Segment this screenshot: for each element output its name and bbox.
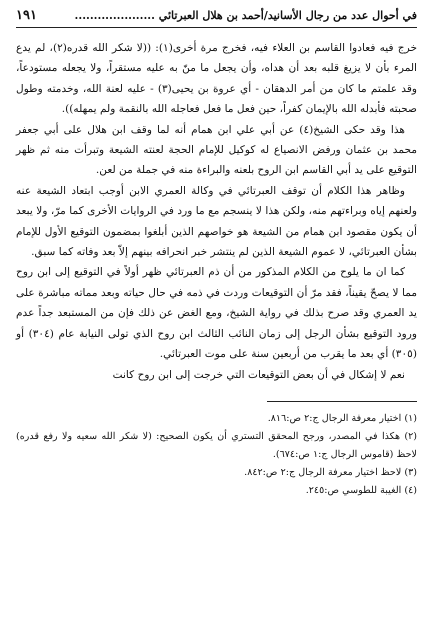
footnotes	[16, 410, 417, 500]
footnote: (٢) هكذا في المصدر، ورجح المحقق التستري أن يكون الصحيح: (لا شكر الله سعيه ولا رفع قدره) لاحظ (قاموس الرجال ج:١ ص:٦٧٤).	[16, 430, 417, 460]
main-text	[16, 38, 417, 385]
paragraph: هذا وقد حكى الشيخ(٤) عن أبي علي ابن همام أنه لما وقف ابن هلال على أبي جعفر محمد بن عثمان ورفض الانصياع له كوكيل للإمام الحجة لعنته الشيعة وتبرأت منه ثم ظهر التوقيع على يد أبي القاسم ابن الروح بلعنه والبراءة منه في جملة من لعن.	[16, 123, 417, 177]
footnote: (١) اختيار معرفة الرجال ج:٢ ص:٨١٦.	[267, 412, 417, 424]
footnote: (٣) لاحظ اختيار معرفة الرجال ج:٢ ص:٨٤٢.	[244, 466, 417, 478]
paragraph: نعم لا إشكال في أن بعض التوقيعات التي خرجت إلى ابن روح كانت	[112, 368, 405, 381]
paragraph: كما ان ما يلوح من الكلام المذكور من أن ذم العبرتائي ظهر أولاً في التوقيع إلى ابن روح مما لا يصحّ يقيناً، فقد مرّ أن التوقيعات وردت في ذمه في حال حياته وبعد مماته مباشرة على يد العمري وقد صرح بذلك في رواية الشيخ، ومع الغض عن ذلك فإن من المستبعد جداً عدم ورود التوقيع بشأن الرجل إلى زمان النائب الثالث ابن روح الذي تولى النيابة عام (٣٠٤) أو (٣٠٥) أي بعد ما يقرب من أربعين سنة على موت العبرتائي.	[16, 266, 418, 361]
footnote-separator	[267, 401, 417, 402]
footnote: (٤) الغيبة للطوسي ص:٢٤٥.	[305, 484, 417, 496]
running-title: في أحوال عدد من رجال الأسانيد/أحمد بن هلال العبرتائي .....................	[74, 9, 417, 22]
running-header	[16, 8, 417, 28]
page-number: ١٩١	[16, 8, 37, 23]
paragraph: وظاهر هذا الكلام أن توقف العبرتائي في وكالة العمري الابن أوجب ابتعاد الشيعة عنه ولعنهم إياه وبراءتهم منه، ولكن هذا لا ينسجم مع ما ورد في الروايات الأخرى كما مرّ، ولا يبعد أن يكون مقصود ابن همام من الشيعة هو خواصهم الذين أبلغوا بمضمون التوقيع الأول للإمام بشأن العبرتائي، لا عموم الشيعة الذين لم ينتشر خبر انحرافه بينهم إلاّ بعد وفاته كما سبق.	[16, 184, 417, 259]
paragraph: خرج فيه فعادوا القاسم بن العلاء فيه، فخرج مرة أخرى(١): ((لا شكر الله قدره(٢)، لم يدع المرء بأن لا يزيغ قلبه بعد أن هداه، وأن يجعل ما منّ به عليه مستقراً، ولا يجعله مستودعاً، وقد علمتم ما كان من أمر الدهقان - أي عروة بن يحيى(٣) - عليه لعنة الله، وخدمته وطول صحبته فأبدله الله بالإيمان كفراً، حين فعل ما فعل فعاجله الله بالنقمة ولم يمهله)).	[16, 42, 417, 116]
